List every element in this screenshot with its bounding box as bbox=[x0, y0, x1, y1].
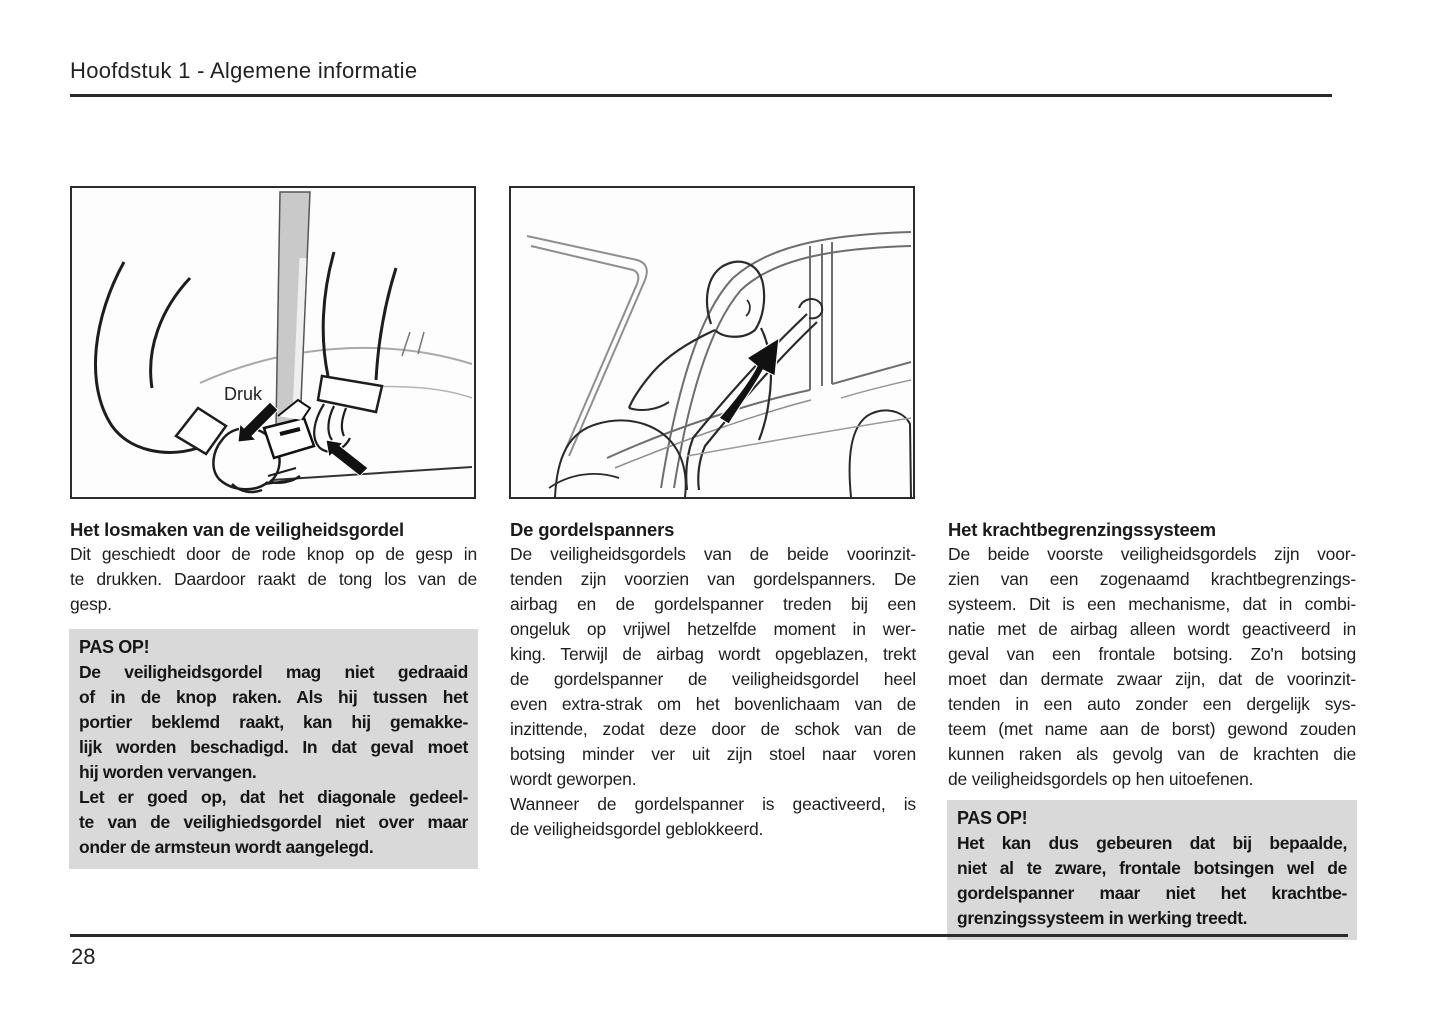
a-pillar-roof-outer bbox=[661, 232, 911, 488]
warning-line: gordelspanner maar niet het krachtbe- bbox=[957, 883, 1347, 903]
right-arm-outline bbox=[323, 252, 334, 376]
text-line: De veiligheidsgordels van de beide voorinzit- bbox=[510, 544, 916, 564]
text-line: moet dan dermate zwaar zijn, dat de voorinzit- bbox=[948, 669, 1356, 689]
text-line: gesp. bbox=[70, 594, 112, 614]
left-arm-inner bbox=[151, 278, 190, 388]
text-line: geval van een frontale botsing. Zo'n botsing bbox=[948, 644, 1356, 664]
column-losmaken bbox=[70, 517, 477, 869]
left-arm-outline bbox=[95, 262, 198, 452]
warning-box bbox=[69, 629, 478, 869]
rear-sill bbox=[832, 362, 911, 384]
page-number: 28 bbox=[71, 944, 96, 969]
text-line: kunnen raken als gevolg van de krachten die bbox=[948, 744, 1356, 764]
text-line: king. Terwijl de airbag wordt opgeblazen, trekt bbox=[510, 644, 916, 664]
section-heading: Het losmaken van de veiligheidsgordel bbox=[70, 519, 404, 540]
text-line: Wanneer de gordelspanner is geactiveerd, is bbox=[510, 794, 916, 814]
warning-box bbox=[947, 800, 1357, 940]
text-line: botsing minder ver uit zijn stoel naar voren bbox=[510, 744, 916, 764]
warning-line: te van de veilighiedsgordel niet over maar bbox=[79, 812, 468, 832]
person-head bbox=[707, 262, 764, 337]
chapter-header: Hoofdstuk 1 - Algemene informatie bbox=[70, 58, 418, 83]
text-line: de veiligheidsgordels op hen uitoefenen. bbox=[948, 769, 1254, 789]
text-line: te drukken. Daardoor raakt de tong los van de bbox=[70, 569, 477, 589]
seatbelt-edge-2 bbox=[698, 322, 817, 490]
text-line: systeem. Dit is een mechanisme, dat in combi- bbox=[948, 594, 1356, 614]
person-left-shoulder-arm bbox=[629, 330, 715, 408]
right-arm-inner bbox=[376, 268, 396, 380]
warning-title: PAS OP! bbox=[79, 637, 150, 657]
figure-buckle-release bbox=[70, 186, 476, 499]
rear-door-edge bbox=[841, 380, 911, 398]
text-line: inzittende, zodat deze door de schok van de bbox=[510, 719, 916, 739]
drip-rail-inner bbox=[531, 246, 638, 460]
person-ear bbox=[746, 300, 750, 316]
warning-line: portier beklemd raakt, kan hij gemakke- bbox=[79, 712, 468, 732]
warning-title: PAS OP! bbox=[957, 808, 1028, 828]
person-forearm bbox=[629, 402, 669, 410]
buckle bbox=[264, 418, 314, 458]
figure-seatbelt-car bbox=[509, 186, 915, 499]
text-line: ongeluk op vrijwel hetzelfde moment in wer- bbox=[510, 619, 916, 639]
text-line: De beide voorste veiligheidsgordels zijn voor- bbox=[948, 544, 1356, 564]
buckle-release-illustration bbox=[72, 188, 474, 497]
text-line: airbag en de gordelspanner treden bij een bbox=[510, 594, 916, 614]
section-heading: De gordelspanners bbox=[510, 519, 675, 540]
warning-line: lijk worden beschadigd. In dat geval moet bbox=[79, 737, 468, 757]
door-line bbox=[687, 418, 911, 456]
window-sill bbox=[607, 390, 810, 458]
text-line: tenden in een auto zonder een dergelijk sys- bbox=[948, 694, 1356, 714]
text-line: even extra-strak om het bovenlichaam van de bbox=[510, 694, 916, 714]
text-line: tenden zijn voorzien van gordelspanners. De bbox=[510, 569, 916, 589]
druk-label: Druk bbox=[224, 384, 263, 404]
arrow-up-left-icon bbox=[326, 440, 368, 476]
column-krachtbegrenzing bbox=[948, 517, 1356, 940]
column-gordelspanners bbox=[510, 517, 916, 842]
text-line: de veiligheidsgordel geblokkeerd. bbox=[510, 819, 764, 839]
text-line: wordt geworpen. bbox=[510, 769, 637, 789]
car-seatbelt-illustration bbox=[511, 188, 913, 497]
text-line: natie met de airbag alleen wordt geactiveerd in bbox=[948, 619, 1356, 639]
belt-strap bbox=[276, 192, 310, 426]
text-line: Dit geschiedt door de rode knop op de gesp in bbox=[70, 544, 477, 564]
warning-line: niet al te zware, frontale botsingen wel de bbox=[957, 858, 1347, 878]
warning-line: De veiligheidsgordel mag niet gedraaid bbox=[79, 662, 468, 682]
warning-line: grenzingssysteem in werking treedt. bbox=[957, 908, 1248, 928]
warning-line: Let er goed op, dat het diagonale gedeel- bbox=[79, 787, 468, 807]
seat-line bbox=[272, 467, 472, 480]
text-line: teem (met name aan de borst) gewond zouden bbox=[948, 719, 1356, 739]
warning-line: hij worden vervangen. bbox=[79, 762, 257, 782]
text-line: de gordelspanner de veiligheidsgordel heel bbox=[510, 669, 916, 689]
warning-line: Het kan dus gebeuren dat bij bepaalde, bbox=[957, 833, 1347, 853]
right-sleeve-cuff bbox=[318, 376, 382, 412]
warning-line: of in de knop raken. Als hij tussen het bbox=[79, 687, 468, 707]
text-line: zien van een zogenaamd krachtbegrenzings- bbox=[948, 569, 1356, 589]
header-rule bbox=[70, 94, 1332, 97]
warning-line: onder de armsteun wordt aangelegd. bbox=[79, 837, 374, 857]
seatbelt-edge-1 bbox=[686, 314, 807, 490]
b-pillar bbox=[810, 242, 832, 390]
section-heading: Het krachtbegrenzingssysteem bbox=[948, 519, 1216, 540]
footer-rule bbox=[70, 934, 1348, 937]
seat-fold-line bbox=[549, 474, 619, 488]
